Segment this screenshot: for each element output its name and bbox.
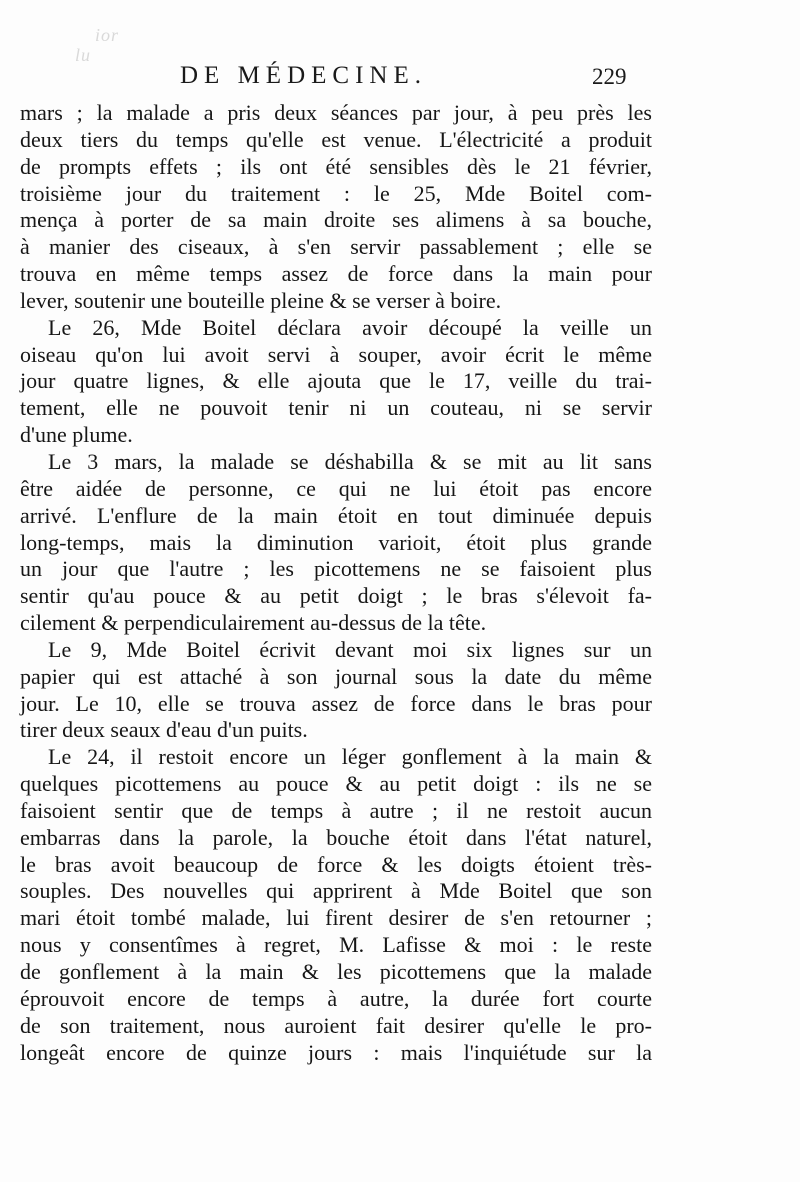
text-line: mença à porter de sa main droite ses alimens à sa bouche, — [20, 207, 652, 233]
text-line: Le 9, Mde Boitel écrivit devant moi six lignes sur un — [48, 636, 652, 662]
page-header — [0, 62, 800, 98]
text-line: long-temps, mais la diminution varioit, étoit plus grande — [20, 529, 652, 555]
bleed-through-text: ior — [95, 25, 120, 45]
body-text — [20, 100, 652, 1066]
text-line: nous y consentîmes à regret, M. Lafisse & moi : le reste — [20, 932, 652, 958]
text-line: tirer deux seaux d'eau d'un puits. — [20, 717, 308, 743]
text-line: un jour que l'autre ; les picottemens ne se faisoient plus — [20, 556, 652, 582]
text-line: de son traitement, nous auroient fait desirer qu'elle le pro- — [20, 1012, 652, 1038]
text-line: cilement & perpendiculairement au-dessus de la tête. — [20, 610, 487, 636]
text-line: de prompts effets ; ils ont été sensibles dès le 21 février, — [20, 153, 652, 179]
bleed-through-text: lu — [75, 45, 92, 65]
text-line: quelques picottemens au pouce & au petit doigt : ils ne se — [20, 771, 652, 797]
text-line: mari étoit tombé malade, lui firent desirer de s'en retourner ; — [20, 905, 652, 931]
page-number: 229 — [592, 64, 627, 89]
text-line: deux tiers du temps qu'elle est venue. L'électricité a produit — [20, 126, 652, 152]
text-line: oiseau qu'on lui avoit servi à souper, avoir écrit le même — [20, 341, 652, 367]
text-line: mars ; la malade a pris deux séances par jour, à peu près les — [20, 100, 652, 125]
text-line: tement, elle ne pouvoit tenir ni un couteau, ni se servir — [20, 395, 652, 421]
text-line: d'une plume. — [20, 422, 133, 448]
text-line: troisième jour du traitement : le 25, Mde Boitel com- — [20, 180, 652, 206]
text-line: faisoient sentir que de temps à autre ; il ne restoit aucun — [20, 797, 652, 823]
text-line: jour. Le 10, elle se trouva assez de force dans le bras pour — [20, 690, 652, 716]
text-line: lever, soutenir une bouteille pleine & se verser à boire. — [20, 287, 502, 313]
text-line: à manier des ciseaux, à s'en servir passablement ; elle se — [20, 234, 652, 260]
text-line: embarras dans la parole, la bouche étoit dans l'état naturel, — [20, 824, 652, 850]
text-line: éprouvoit encore de temps à autre, la durée fort courte — [20, 985, 652, 1011]
running-head: DE MÉDECINE. — [180, 62, 427, 89]
text-line: trouva en même temps assez de force dans la main pour — [20, 261, 652, 287]
text-line: être aidée de personne, ce qui ne lui étoit pas encore — [20, 475, 652, 501]
text-line: de gonflement à la main & les picottemens que la malade — [20, 959, 652, 984]
text-line: Le 24, il restoit encore un léger gonflement à la main & — [48, 744, 652, 770]
text-line: le bras avoit beaucoup de force & les doigts étoient très- — [20, 851, 652, 877]
text-line: longeât encore de quinze jours : mais l'inquiétude sur la — [20, 1039, 652, 1065]
text-line: papier qui est attaché à son journal sous la date du même — [20, 663, 652, 689]
text-line: sentir qu'au pouce & au petit doigt ; le bras s'élevoit fa- — [20, 583, 652, 609]
text-line: Le 3 mars, la malade se déshabilla & se mit au lit sans — [48, 448, 652, 474]
text-line: Le 26, Mde Boitel déclara avoir découpé la veille un — [48, 314, 652, 340]
text-line: arrivé. L'enflure de la main étoit en tout diminuée depuis — [20, 502, 652, 528]
text-line: jour quatre lignes, & elle ajouta que le 17, veille du trai- — [20, 368, 652, 394]
text-line: souples. Des nouvelles qui apprirent à Mde Boitel que son — [20, 878, 652, 904]
